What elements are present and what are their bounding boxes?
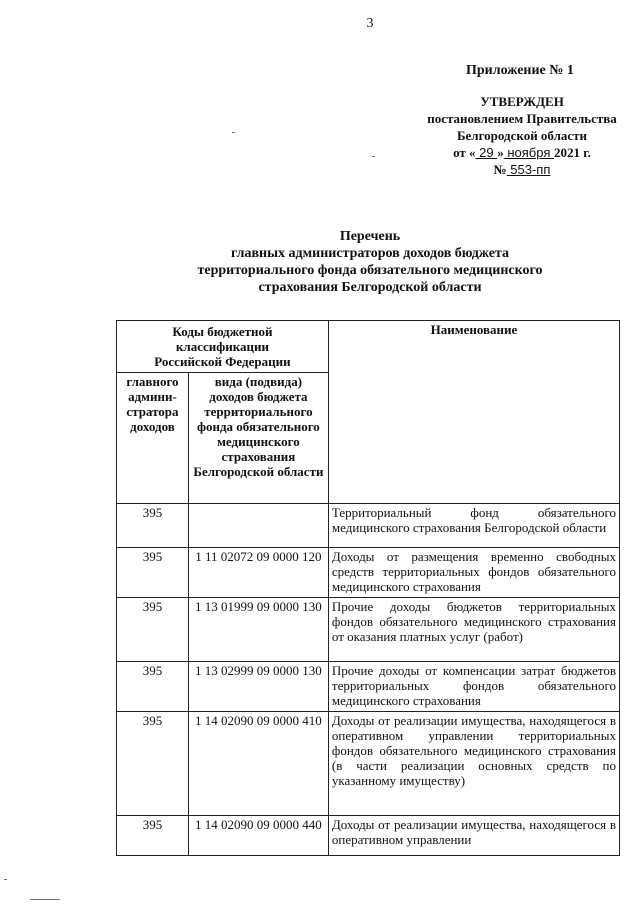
header-codes-group: Коды бюджетной классификации Российской Федерации — [117, 321, 329, 373]
admin-code-cell: 395 — [117, 504, 189, 548]
scan-mark — [232, 132, 235, 133]
income-name-cell: Прочие доходы от компенсации затрат бюджетов территориальных фондов обязательного медицинского страхования — [328, 662, 619, 712]
title-line-2: главных администраторов доходов бюджета — [230, 246, 510, 261]
scan-mark — [4, 879, 7, 880]
title-line-4: страхования Белгородской области — [258, 280, 482, 295]
income-name-cell: Доходы от размещения временно свободных средств территориальных фондов обязательного медицинского страхования — [328, 548, 619, 598]
approval-block — [404, 93, 640, 178]
date-day: 29 — [475, 145, 498, 160]
header-name: Наименование — [328, 321, 619, 504]
table-body — [117, 504, 620, 856]
income-code-cell: 1 13 02999 09 0000 130 — [188, 662, 328, 712]
income-code-cell — [188, 504, 328, 548]
date-year: 2021 г. — [553, 145, 591, 160]
number-prefix: № — [493, 162, 507, 177]
document-title — [0, 228, 640, 296]
date-month: ноября — [503, 145, 554, 160]
income-code-cell: 1 11 02072 09 0000 120 — [188, 548, 328, 598]
income-code-cell: 1 14 02090 09 0000 440 — [188, 816, 328, 856]
header-admin-code: главного админи-стратора доходов — [117, 373, 189, 504]
scan-mark — [30, 899, 60, 900]
table-row — [117, 598, 620, 662]
number-value: 553-пп — [506, 162, 551, 177]
date-mid: » — [497, 145, 504, 160]
appendix-label: Приложение № 1 — [466, 63, 574, 78]
header-kind-code: вида (подвида) доходов бюджета территориального фонда обязательного медицинского страхования Белгородской области — [188, 373, 328, 504]
page-number: 3 — [366, 16, 374, 31]
table-row — [117, 712, 620, 816]
approval-date — [404, 144, 640, 161]
income-code-cell: 1 14 02090 09 0000 410 — [188, 712, 328, 816]
income-name-cell: Доходы от реализации имущества, находящегося в оперативном управлении территориальных фондов обязательного медицинского страхования (в части реализации основных средств по указанному имуществу) — [328, 712, 619, 816]
approval-number — [404, 161, 640, 178]
income-name-cell: Доходы от реализации имущества, находящегося в оперативном управлении — [328, 816, 619, 856]
date-prefix: от « — [453, 145, 476, 160]
approval-line-1: постановлением Правительства — [427, 111, 617, 126]
revenue-codes-table — [116, 320, 620, 856]
admin-code-cell: 395 — [117, 816, 189, 856]
approval-line-2: Белгородской области — [456, 128, 588, 143]
income-name-cell: Территориальный фонд обязательного медицинского страхования Белгородской области — [328, 504, 619, 548]
admin-code-cell: 395 — [117, 548, 189, 598]
title-line-3: территориального фонда обязательного медицинского — [197, 263, 543, 278]
table-row — [117, 504, 620, 548]
scan-mark — [372, 156, 375, 157]
admin-code-cell: 395 — [117, 662, 189, 712]
approval-heading: УТВЕРЖДЕН — [480, 94, 564, 109]
income-code-cell: 1 13 01999 09 0000 130 — [188, 598, 328, 662]
admin-code-cell: 395 — [117, 598, 189, 662]
income-name-cell: Прочие доходы бюджетов территориальных фондов обязательного медицинского страхования от оказания платных услуг (работ) — [328, 598, 619, 662]
table-row — [117, 548, 620, 598]
table-row — [117, 662, 620, 712]
title-line-1: Перечень — [339, 229, 401, 244]
admin-code-cell: 395 — [117, 712, 189, 816]
table-row — [117, 816, 620, 856]
table-header-row — [117, 321, 620, 373]
